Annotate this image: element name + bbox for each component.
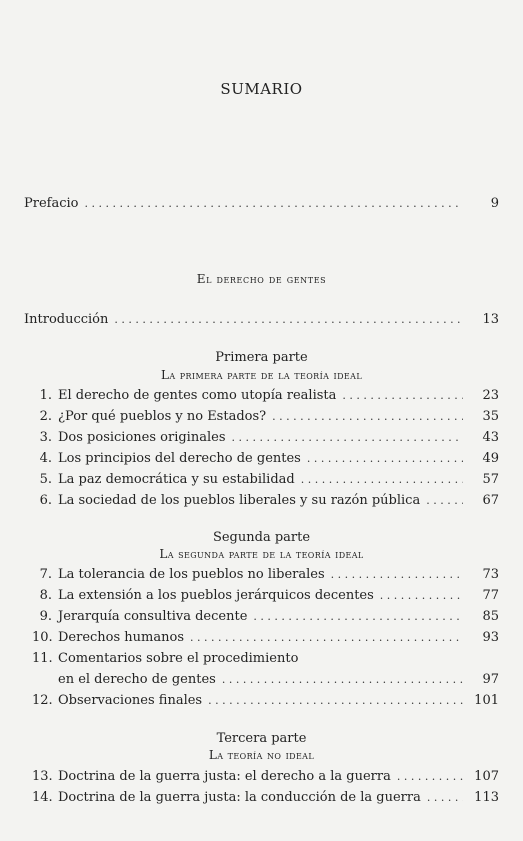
toc-label: La extensión a los pueblos jerárquicos decentes [58, 588, 374, 603]
dot-leader [380, 589, 463, 602]
dot-leader [84, 197, 463, 210]
toc-number: 6. [39, 493, 52, 508]
toc-page-number: 9 [490, 196, 499, 211]
toc-label: Introducción [24, 312, 109, 327]
toc-entry [32, 567, 499, 582]
toc-number: 2. [39, 409, 52, 424]
section-heading: El derecho de gentes [196, 272, 327, 286]
toc-label: Dos posiciones originales [58, 430, 226, 445]
toc-entry [32, 388, 499, 403]
toc-label: La sociedad de los pueblos liberales y su razón pública [58, 493, 421, 508]
toc-page-number: 97 [482, 672, 499, 687]
toc-label: La paz democrática y su estabilidad [58, 472, 295, 487]
part-subheading: La primera parte de la teoría ideal [160, 368, 363, 382]
toc-label: Doctrina de la guerra justa: la conducción de la guerra [58, 790, 421, 805]
toc-label: Comentarios sobre el procedimiento [58, 651, 299, 666]
toc-entry-intro [24, 312, 499, 327]
toc-number: 3. [39, 430, 52, 445]
toc-page-number: 93 [482, 630, 499, 645]
toc-entry [32, 588, 499, 603]
toc-page-number: 85 [482, 609, 499, 624]
toc-entry [32, 693, 499, 708]
toc-entry [32, 472, 499, 487]
part-heading: Tercera parte [216, 731, 307, 746]
toc-page-number: 57 [482, 472, 499, 487]
toc-page-number: 35 [482, 409, 499, 424]
toc-page-number: 101 [474, 693, 499, 708]
toc-label: La tolerancia de los pueblos no liberales [58, 567, 325, 582]
toc-page-number: 43 [482, 430, 499, 445]
toc-label: Observaciones finales [58, 693, 203, 708]
toc-number: 12. [32, 693, 53, 708]
toc-number: 14. [32, 790, 53, 805]
toc-number: 1. [39, 388, 52, 403]
dot-leader [208, 694, 463, 707]
toc-entry [32, 430, 499, 445]
toc-entry-first-line [32, 651, 298, 666]
toc-number: 8. [39, 588, 52, 603]
toc-label: Jerarquía consultiva decente [58, 609, 248, 624]
toc-page-number: 13 [482, 312, 499, 327]
toc-entry [32, 609, 499, 624]
toc-page-number: 67 [482, 493, 499, 508]
toc-number: 7. [39, 567, 52, 582]
toc-number: 13. [32, 769, 53, 784]
toc-number: 5. [39, 472, 52, 487]
toc-entry [32, 630, 499, 645]
toc-entry [32, 790, 499, 805]
toc-label: Doctrina de la guerra justa: el derecho a la guerra [58, 769, 391, 784]
toc-page-number: 113 [474, 790, 499, 805]
toc-label: El derecho de gentes como utopía realista [58, 388, 337, 403]
toc-label: Derechos humanos [58, 630, 185, 645]
dot-leader [301, 473, 463, 486]
toc-page-number: 77 [482, 588, 499, 603]
toc-entry [32, 769, 499, 784]
toc-number: 10. [32, 630, 53, 645]
toc-entry [32, 493, 499, 508]
dot-leader [426, 494, 463, 507]
toc-number: 4. [39, 451, 52, 466]
dot-leader [427, 791, 463, 804]
page-title: SUMARIO [220, 80, 303, 98]
part-heading: Primera parte [215, 350, 308, 365]
dot-leader [253, 610, 463, 623]
toc-page-number: 73 [482, 567, 499, 582]
dot-leader [190, 631, 463, 644]
dot-leader [272, 410, 463, 423]
toc-page-number: 49 [482, 451, 499, 466]
dot-leader [342, 389, 463, 402]
toc-label-continued: en el derecho de gentes [58, 672, 216, 687]
part-subheading: La segunda parte de la teoría ideal [159, 547, 364, 561]
part-heading: Segunda parte [212, 530, 311, 545]
dot-leader [114, 313, 463, 326]
part-subheading: La teoría no ideal [208, 748, 315, 762]
toc-entry [32, 451, 499, 466]
dot-leader [397, 770, 463, 783]
toc-entry-preface [24, 196, 499, 211]
toc-label: Prefacio [24, 196, 79, 211]
dot-leader [232, 431, 464, 444]
dot-leader [307, 452, 463, 465]
toc-entry-second-line [58, 672, 499, 687]
dot-leader [222, 673, 463, 686]
toc-page-number: 107 [474, 769, 499, 784]
dot-leader [331, 568, 463, 581]
toc-number: 11. [32, 651, 53, 666]
toc-label: ¿Por qué pueblos y no Estados? [58, 409, 267, 424]
toc-number: 9. [39, 609, 52, 624]
toc-page-number: 23 [482, 388, 499, 403]
toc-entry [32, 409, 499, 424]
toc-label: Los principios del derecho de gentes [58, 451, 301, 466]
